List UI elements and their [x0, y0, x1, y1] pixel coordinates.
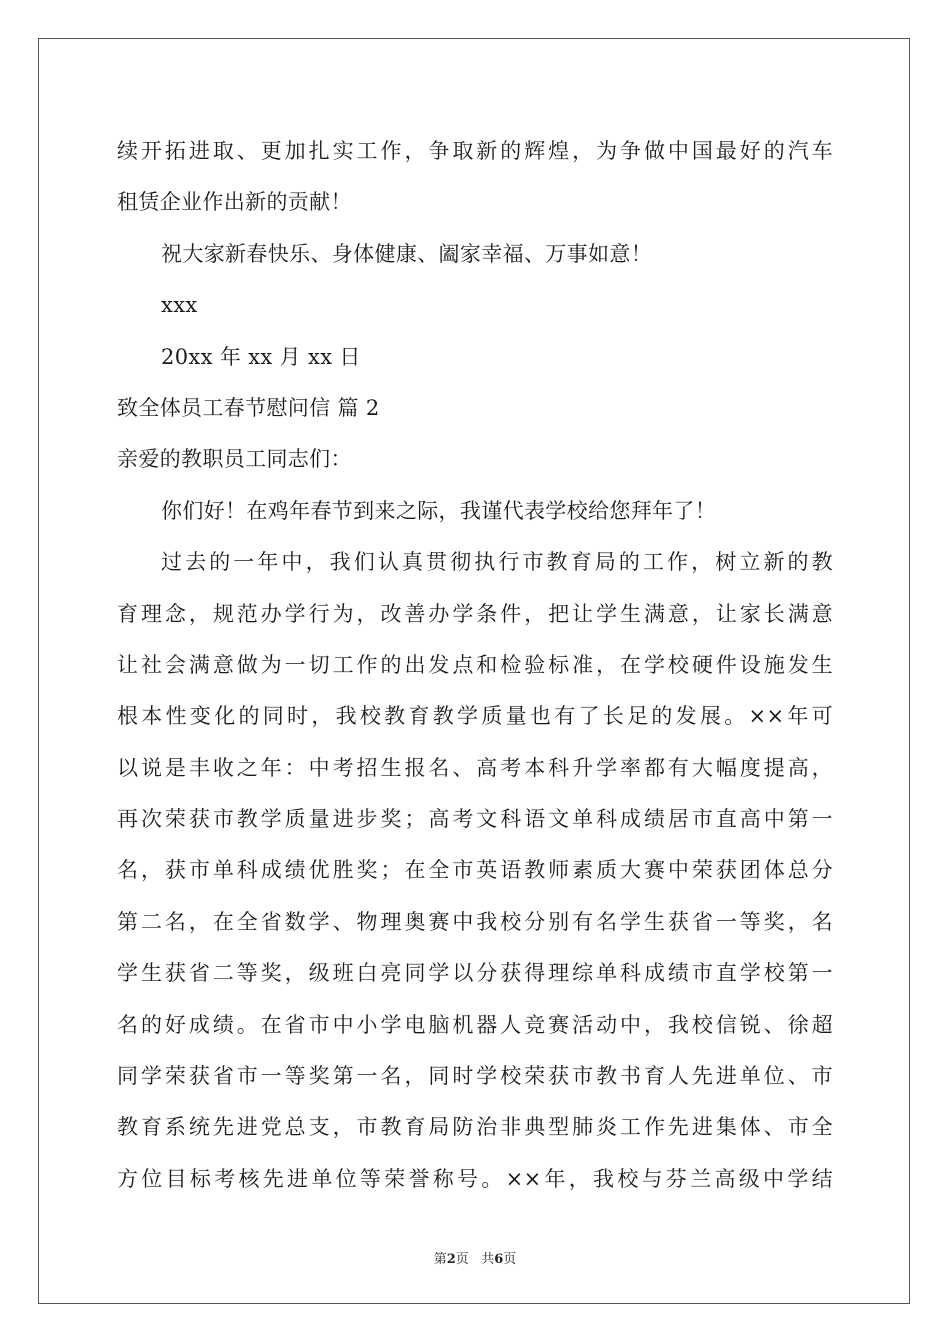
body-line: 租赁企业作出新的贡献！	[117, 190, 352, 215]
page-prefix: 第	[433, 1252, 447, 1267]
body-line: 名的好成绩。在省市中小学电脑机器人竞赛活动中，我校信锐、徐超	[117, 1012, 833, 1037]
total-suffix: 页	[503, 1252, 517, 1267]
page-suffix: 页	[455, 1252, 469, 1267]
salutation: 亲爱的教职员工同志们：	[117, 447, 352, 472]
body-line: 学生获省二等奖，级班白亮同学以分获得理综单科成绩市直学校第一	[117, 961, 833, 986]
total-page-number: 6	[494, 1252, 504, 1267]
closing-wish: 祝大家新春快乐、身体健康、阖家幸福、万事如意！	[161, 241, 653, 266]
section-title: 致全体员工春节慰问信 篇 2	[117, 395, 380, 420]
body-line: 第二名，在全省数学、物理奥赛中我校分别有名学生获省一等奖，名	[117, 909, 833, 934]
current-page-number: 2	[446, 1252, 456, 1267]
body-line: 名，获市单科成绩优胜奖；在全市英语教师素质大赛中荣获团体总分	[117, 858, 833, 883]
body-line: 根本性变化的同时，我校教育教学质量也有了长足的发展。××年可	[117, 704, 833, 729]
body-line: 续开拓进取、更加扎实工作，争取新的辉煌，为争做中国最好的汽车	[117, 139, 833, 163]
body-line: 同学荣获省市一等奖第一名，同时学校荣获市教书育人先进单位、市	[117, 1064, 833, 1089]
total-prefix: 共	[481, 1252, 495, 1267]
body-line: 教育系统先进党总支，市教育局防治非典型肺炎工作先进集体、市全	[117, 1115, 833, 1140]
body-line: 过去的一年中，我们认真贯彻执行市教育局的工作，树立新的教	[161, 550, 833, 575]
document-body	[117, 126, 833, 1205]
greeting-line: 你们好！在鸡年春节到来之际，我谨代表学校给您拜年了！	[161, 498, 717, 523]
body-line: 让社会满意做为一切工作的出发点和检验标准，在学校硬件设施发生	[117, 652, 833, 677]
signature-date: 20xx 年 xx 月 xx 日	[161, 344, 361, 369]
body-line: 再次荣获市教学质量进步奖；高考文科语文单科成绩居市直高中第一	[117, 807, 833, 832]
body-line: 育理念，规范办学行为，改善办学条件，把让学生满意，让家长满意	[117, 601, 833, 626]
signature-name: xxx	[161, 293, 198, 318]
page-footer	[0, 1248, 950, 1267]
body-line: 方位目标考核先进单位等荣誉称号。××年，我校与芬兰高级中学结	[117, 1166, 833, 1191]
body-line: 以说是丰收之年：中考招生报名、高考本科升学率都有大幅度提高，	[117, 755, 833, 780]
